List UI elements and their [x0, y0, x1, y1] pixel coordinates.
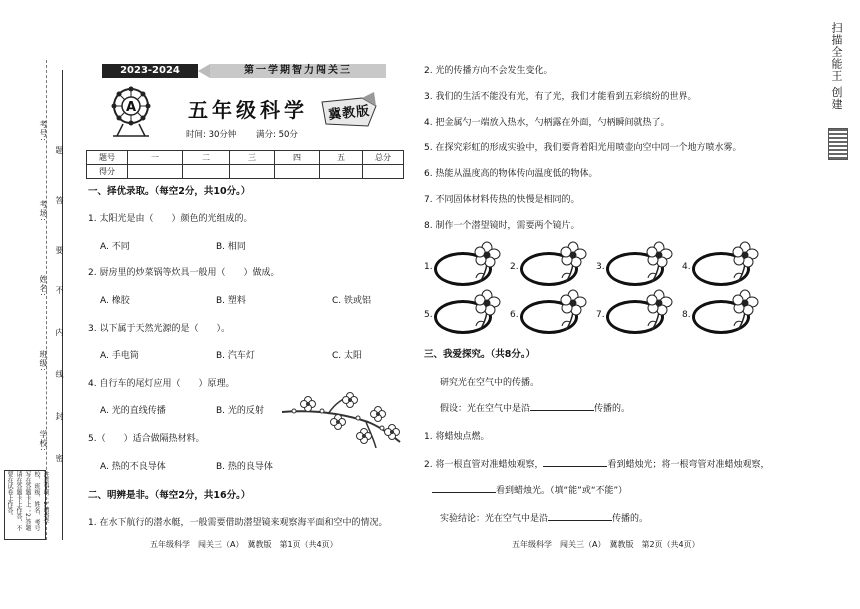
- page-title: 五年级科学: [188, 98, 308, 122]
- table-cell: 三: [230, 151, 275, 165]
- score-cell[interactable]: [128, 165, 183, 179]
- seal-mark: 线: [55, 370, 64, 379]
- time-info: 时间: 30分钟: [186, 130, 237, 140]
- conclusion-blank[interactable]: [548, 520, 612, 521]
- answer-oval-number: 1.: [424, 262, 433, 272]
- judge-1: 1. 在水下航行的潜水艇，一般需要借助潜望镜来观察海平面和空中的情况。: [88, 518, 388, 528]
- seal-mark: 题: [55, 146, 64, 155]
- hypothesis: [440, 404, 630, 415]
- conclusion-prefix: 实验结论：光在空气中是沿: [440, 514, 549, 524]
- answer-oval-item[interactable]: [510, 296, 590, 336]
- score-table: [86, 150, 404, 179]
- q1-option-a[interactable]: A. 不同: [100, 242, 130, 252]
- edition-badge: [318, 94, 380, 130]
- conclusion: [440, 514, 648, 525]
- seal-mark: 密: [55, 454, 64, 463]
- section-1-title: 一、择优录取。（每空2分，共10分。）: [88, 186, 251, 197]
- answer-oval-number: 8.: [682, 310, 691, 320]
- table-cell: 一: [128, 151, 183, 165]
- flower-icon: [560, 290, 586, 330]
- svg-text:A: A: [125, 100, 137, 115]
- notice-text: 注意事项：1.请将学校、班级、姓名、考号写在答题卡上；2.答题请在答题卡上作答，不要在试卷上作答。: [6, 471, 49, 531]
- section-3-title: 三、我爱探究。（共8分。）: [424, 349, 536, 360]
- judge-6: 6. 热能从温度高的物体传向温度低的物体。: [424, 169, 598, 179]
- q3-option-c[interactable]: C. 太阳: [332, 351, 363, 361]
- answer-oval-item[interactable]: [682, 248, 762, 288]
- flower-icon: [732, 290, 758, 330]
- right-footer: 五年级科学 闯关三（A） 冀教版 第2页（共4页）: [512, 540, 700, 549]
- seal-mark: 要: [55, 246, 64, 255]
- answer-oval-number: 7.: [596, 310, 605, 320]
- hypothesis-prefix: 假设：光在空气中是沿: [440, 404, 531, 414]
- binding-field-kaohao: 考号:: [39, 120, 48, 142]
- hypothesis-blank[interactable]: [530, 410, 594, 411]
- binding-field-school: 学校:: [39, 430, 48, 452]
- answer-oval-number: 3.: [596, 262, 605, 272]
- ferris-wheel-logo: [108, 84, 154, 140]
- step-2-text-a: 2. 将一根直管对准蜡烛观察，: [424, 460, 544, 470]
- section-2-title: 二、明辨是非。（每空2分，共16分。）: [88, 490, 251, 501]
- table-cell: 二: [183, 151, 230, 165]
- score-cell[interactable]: [275, 165, 320, 179]
- q4-option-a[interactable]: A. 光的直线传播: [100, 406, 166, 416]
- q1-option-b[interactable]: B. 相同: [216, 242, 246, 252]
- answer-oval-number: 5.: [424, 310, 433, 320]
- q2-option-c[interactable]: C. 铁或铝: [332, 296, 372, 306]
- step-1: 1. 将蜡烛点燃。: [424, 432, 490, 442]
- series-label: [210, 64, 386, 78]
- scanner-logo-icon: [828, 128, 848, 160]
- answer-oval-item[interactable]: [596, 248, 676, 288]
- flower-icon: [646, 290, 672, 330]
- answer-oval-item[interactable]: [424, 248, 504, 288]
- experiment-title: 研究光在空气中的传播。: [440, 378, 540, 388]
- answer-oval-number: 2.: [510, 262, 519, 272]
- judge-7: 7. 不同固体材料传热的快慢是相同的。: [424, 195, 580, 205]
- answer-oval-number: 4.: [682, 262, 691, 272]
- seal-mark: 内: [55, 328, 64, 337]
- q2-option-a[interactable]: A. 橡胶: [100, 296, 130, 306]
- notice-box: [4, 470, 49, 540]
- binding-field-name: 姓名:: [39, 275, 48, 297]
- flower-icon: [474, 290, 500, 330]
- binding-line: [46, 60, 47, 540]
- step-2: [424, 460, 769, 471]
- q4-option-b[interactable]: B. 光的反射: [216, 406, 264, 416]
- binding-field-kaochang: 考场:: [39, 200, 48, 222]
- scanner-stamp: [822, 22, 854, 162]
- flower-icon: [560, 242, 586, 282]
- score-cell[interactable]: [363, 165, 404, 179]
- binding-border: [62, 70, 63, 540]
- banner-arrow: [198, 64, 210, 78]
- series-text: 第一学期智力闯关三: [244, 65, 352, 76]
- hypothesis-suffix: 传播的。: [594, 404, 631, 414]
- seal-mark: 不: [55, 286, 64, 295]
- seal-mark: 答: [55, 196, 64, 205]
- answer-oval-item[interactable]: [510, 248, 590, 288]
- table-cell: 得分: [87, 165, 128, 179]
- judge-4: 4. 把金属勺一端放入热水，勺柄露在外面，勺柄瞬间就热了。: [424, 118, 670, 128]
- q3-option-b[interactable]: B. 汽车灯: [216, 351, 255, 361]
- binding-strip: [0, 60, 70, 550]
- step-2-continued: [432, 486, 627, 497]
- header-banner: [102, 64, 386, 78]
- answer-oval-item[interactable]: [596, 296, 676, 336]
- score-cell[interactable]: [320, 165, 363, 179]
- score-cell[interactable]: [183, 165, 230, 179]
- table-cell: 题号: [87, 151, 128, 165]
- year-text: 2023-2024: [120, 65, 180, 76]
- table-cell: 五: [320, 151, 363, 165]
- score-table-row: [87, 165, 404, 179]
- table-cell: 总分: [363, 151, 404, 165]
- flower-icon: [474, 242, 500, 282]
- answer-oval-number: 6.: [510, 310, 519, 320]
- scanner-stamp-text: 扫描全能王 创建: [830, 22, 843, 111]
- step-2-blank-2[interactable]: [432, 492, 496, 493]
- q5-option-a[interactable]: A. 热的不良导体: [100, 462, 166, 472]
- question-2: 2. 厨房里的炒菜锅等炊具一般用（ ）做成。: [88, 268, 280, 278]
- table-cell: 四: [275, 151, 320, 165]
- judge-2: 2. 光的传播方向不会发生变化。: [424, 66, 553, 76]
- q3-option-a[interactable]: A. 手电筒: [100, 351, 139, 361]
- binding-field-class: 班级:: [39, 350, 48, 372]
- seal-mark: 封: [55, 412, 64, 421]
- flower-icon: [646, 242, 672, 282]
- plum-blossom-illustration: [278, 392, 404, 452]
- step-2-blank-1[interactable]: [543, 466, 607, 467]
- score-info: 满分: 50分: [256, 130, 298, 140]
- left-footer: 五年级科学 闯关三（A） 冀教版 第1页（共4页）: [150, 540, 338, 549]
- year-label: [102, 64, 198, 78]
- question-4: 4. 自行车的尾灯应用（ ）原理。: [88, 379, 235, 389]
- question-3: 3. 以下属于天然光源的是（ ）。: [88, 324, 230, 334]
- judge-8: 8. 制作一个潜望镜时，需要两个镜片。: [424, 221, 580, 231]
- q2-option-b[interactable]: B. 塑料: [216, 296, 246, 306]
- score-table-header: [87, 151, 404, 165]
- answer-oval-item[interactable]: [682, 296, 762, 336]
- step-2-text-c: 看到蜡烛光。（填“能”或“不能”）: [496, 486, 628, 496]
- question-5: 5.（ ）适合做隔热材料。: [88, 434, 205, 444]
- judge-3: 3. 我们的生活不能没有光，有了光，我们才能看到五彩缤纷的世界。: [424, 92, 697, 102]
- flower-icon: [732, 242, 758, 282]
- score-cell[interactable]: [230, 165, 275, 179]
- question-1: 1. 太阳光是由（ ）颜色的光组成的。: [88, 214, 253, 224]
- answer-oval-item[interactable]: [424, 296, 504, 336]
- conclusion-suffix: 传播的。: [612, 514, 649, 524]
- step-2-text-b: 看到蜡烛光；将一根弯管对准蜡烛观察，: [607, 460, 770, 470]
- q5-option-b[interactable]: B. 热的良导体: [216, 462, 273, 472]
- judge-5: 5. 在探究彩虹的形成实验中，我们要背着阳光用喷壶向空中同一个地方喷水雾。: [424, 143, 742, 153]
- badge-text: 冀教版: [327, 103, 371, 124]
